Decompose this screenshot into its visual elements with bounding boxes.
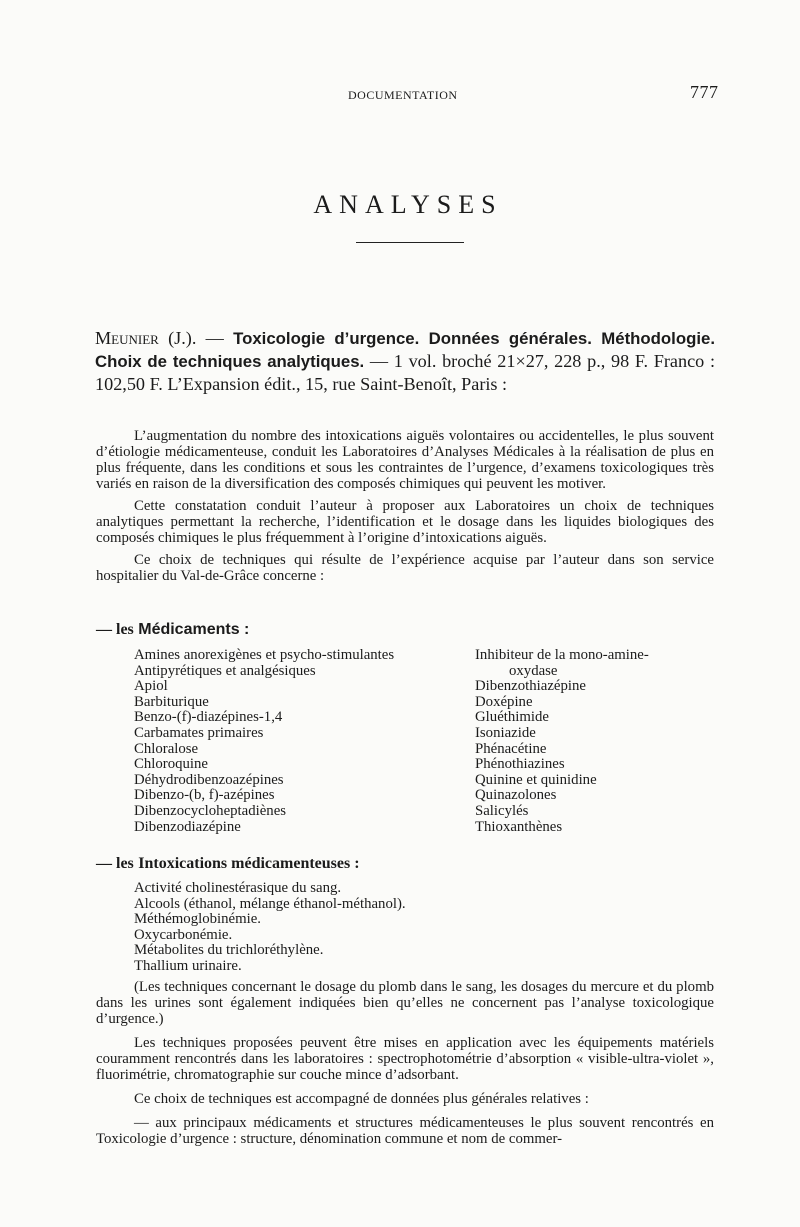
heading-medicaments: — les Médicaments : — [96, 621, 250, 638]
paragraph: Ce choix de techniques est accompagné de données plus générales relatives : — [134, 1091, 589, 1107]
list-item: Amines anorexigènes et psycho-stimulantes — [134, 647, 395, 663]
list-item: Chloralose — [134, 740, 199, 757]
list-item: Dibenzo-(b, f)-azépines — [134, 787, 275, 804]
paragraph: Cette constatation conduit l’auteur à proposer aux Laboratoires un choix de techniques analytiques permettant la recherche, l’identification et le dosage dans les liquides biologiques des composés chimiques le plus fréquemment à l’origine d’intoxications aiguës. — [96, 498, 714, 546]
list-item: Dibenzothiazépine — [475, 678, 586, 695]
list-item: Salicylés — [475, 802, 529, 819]
closing-text — [96, 979, 714, 1155]
medicaments-list-right — [475, 648, 649, 835]
list-item: Phénothiazines — [475, 756, 565, 773]
list-item: Phénacétine — [475, 740, 547, 757]
section-title: ANALYSES — [313, 190, 503, 219]
list-item: Apiol — [134, 678, 168, 695]
paragraph: — aux principaux médicaments et structures médicamenteuses le plus souvent rencontrés en Toxicologie d’urgence : structure, dénomination commune et nom de commer- — [96, 1115, 714, 1147]
list-item: Barbiturique — [134, 693, 209, 710]
list-item: Méthémoglobinémie. — [134, 911, 261, 928]
reference-author: Meunier (J.). — — [95, 328, 224, 348]
list-item: Inhibiteur de la mono-amine- — [475, 647, 649, 663]
list-item: Quinine et quinidine — [475, 771, 597, 788]
list-item: Gluéthimide — [475, 709, 549, 726]
running-title: DOCUMENTATION — [348, 88, 458, 102]
list-item: Thallium urinaire. — [134, 957, 242, 974]
list-item: Carbamates primaires — [134, 724, 264, 741]
reference-title: Toxicologie d’urgence. Données générales. Méthodologie. Choix de techniques analytiques. — [95, 329, 715, 371]
bibliographic-reference — [95, 327, 715, 395]
paragraph: Ce choix de techniques qui résulte de l’expérience acquise par l’auteur dans son service hospitalier du Val-de-Grâce concerne : — [96, 552, 714, 584]
paragraph: (Les techniques concernant le dosage du plomb dans le sang, les dosages du mercure et du plomb dans les urines sont également indiquées bien qu’elles ne concernent pas l’analyse toxicologique d’urgence.) — [96, 979, 714, 1027]
page-number: 777 — [690, 82, 719, 102]
list-item: Dibenzocycloheptadiènes — [134, 802, 287, 819]
list-item: Thioxanthènes — [475, 818, 563, 835]
heading-intoxications: — les Intoxications médicamenteuses : — [96, 855, 360, 872]
list-item: Alcools (éthanol, mélange éthanol-méthanol). — [134, 895, 406, 912]
list-item: Dibenzodiazépine — [134, 818, 241, 835]
list-item: Benzo-(f)-diazépines-1,4 — [134, 709, 283, 726]
list-item: Quinazolones — [475, 787, 557, 804]
list-item: Antipyrétiques et analgésiques — [134, 662, 316, 679]
list-item: Déhydrodibenzoazépines — [134, 771, 284, 788]
list-item: Métabolites du trichloréthylène. — [134, 942, 324, 959]
list-item: Doxépine — [475, 693, 533, 710]
title-rule — [356, 242, 464, 243]
medicaments-list-left — [134, 648, 394, 835]
paragraph: Les techniques proposées peuvent être mises en application avec les équipements matériels couramment rencontrés dans les laboratoires : spectrophotométrie d’absorption « visible-ultra-violet », fluorimétrie, chromatographie sur couche mince d’adsorbant. — [96, 1035, 714, 1083]
paragraph: L’augmentation du nombre des intoxications aiguës volontaires ou accidentelles, le plus souvent d’étiologie médicamenteuse, conduit les Laboratoires d’Analyses Médicales à la réalisation de plus en plus fréquente, dans les conditions et sous les contraintes de l’urgence, d’examens toxicologiques très variés en raison de la diversification des composés chimiques qui peuvent les motiver. — [96, 428, 714, 492]
intro-text — [96, 428, 714, 590]
list-item: Chloroquine — [134, 756, 208, 773]
intoxications-list — [134, 881, 406, 975]
reference-details: — 1 vol. broché 21×27, 228 p., 98 F. Franco : 102,50 F. L’Expansion édit., 15, rue Saint-Benoît, Paris : — [95, 351, 716, 394]
list-item: Activité cholinestérasique du sang. — [134, 880, 342, 896]
list-item: Oxycarbonémie. — [134, 926, 233, 943]
list-item: Isoniazide — [475, 724, 536, 741]
list-item-continuation: oxydase — [509, 662, 558, 679]
